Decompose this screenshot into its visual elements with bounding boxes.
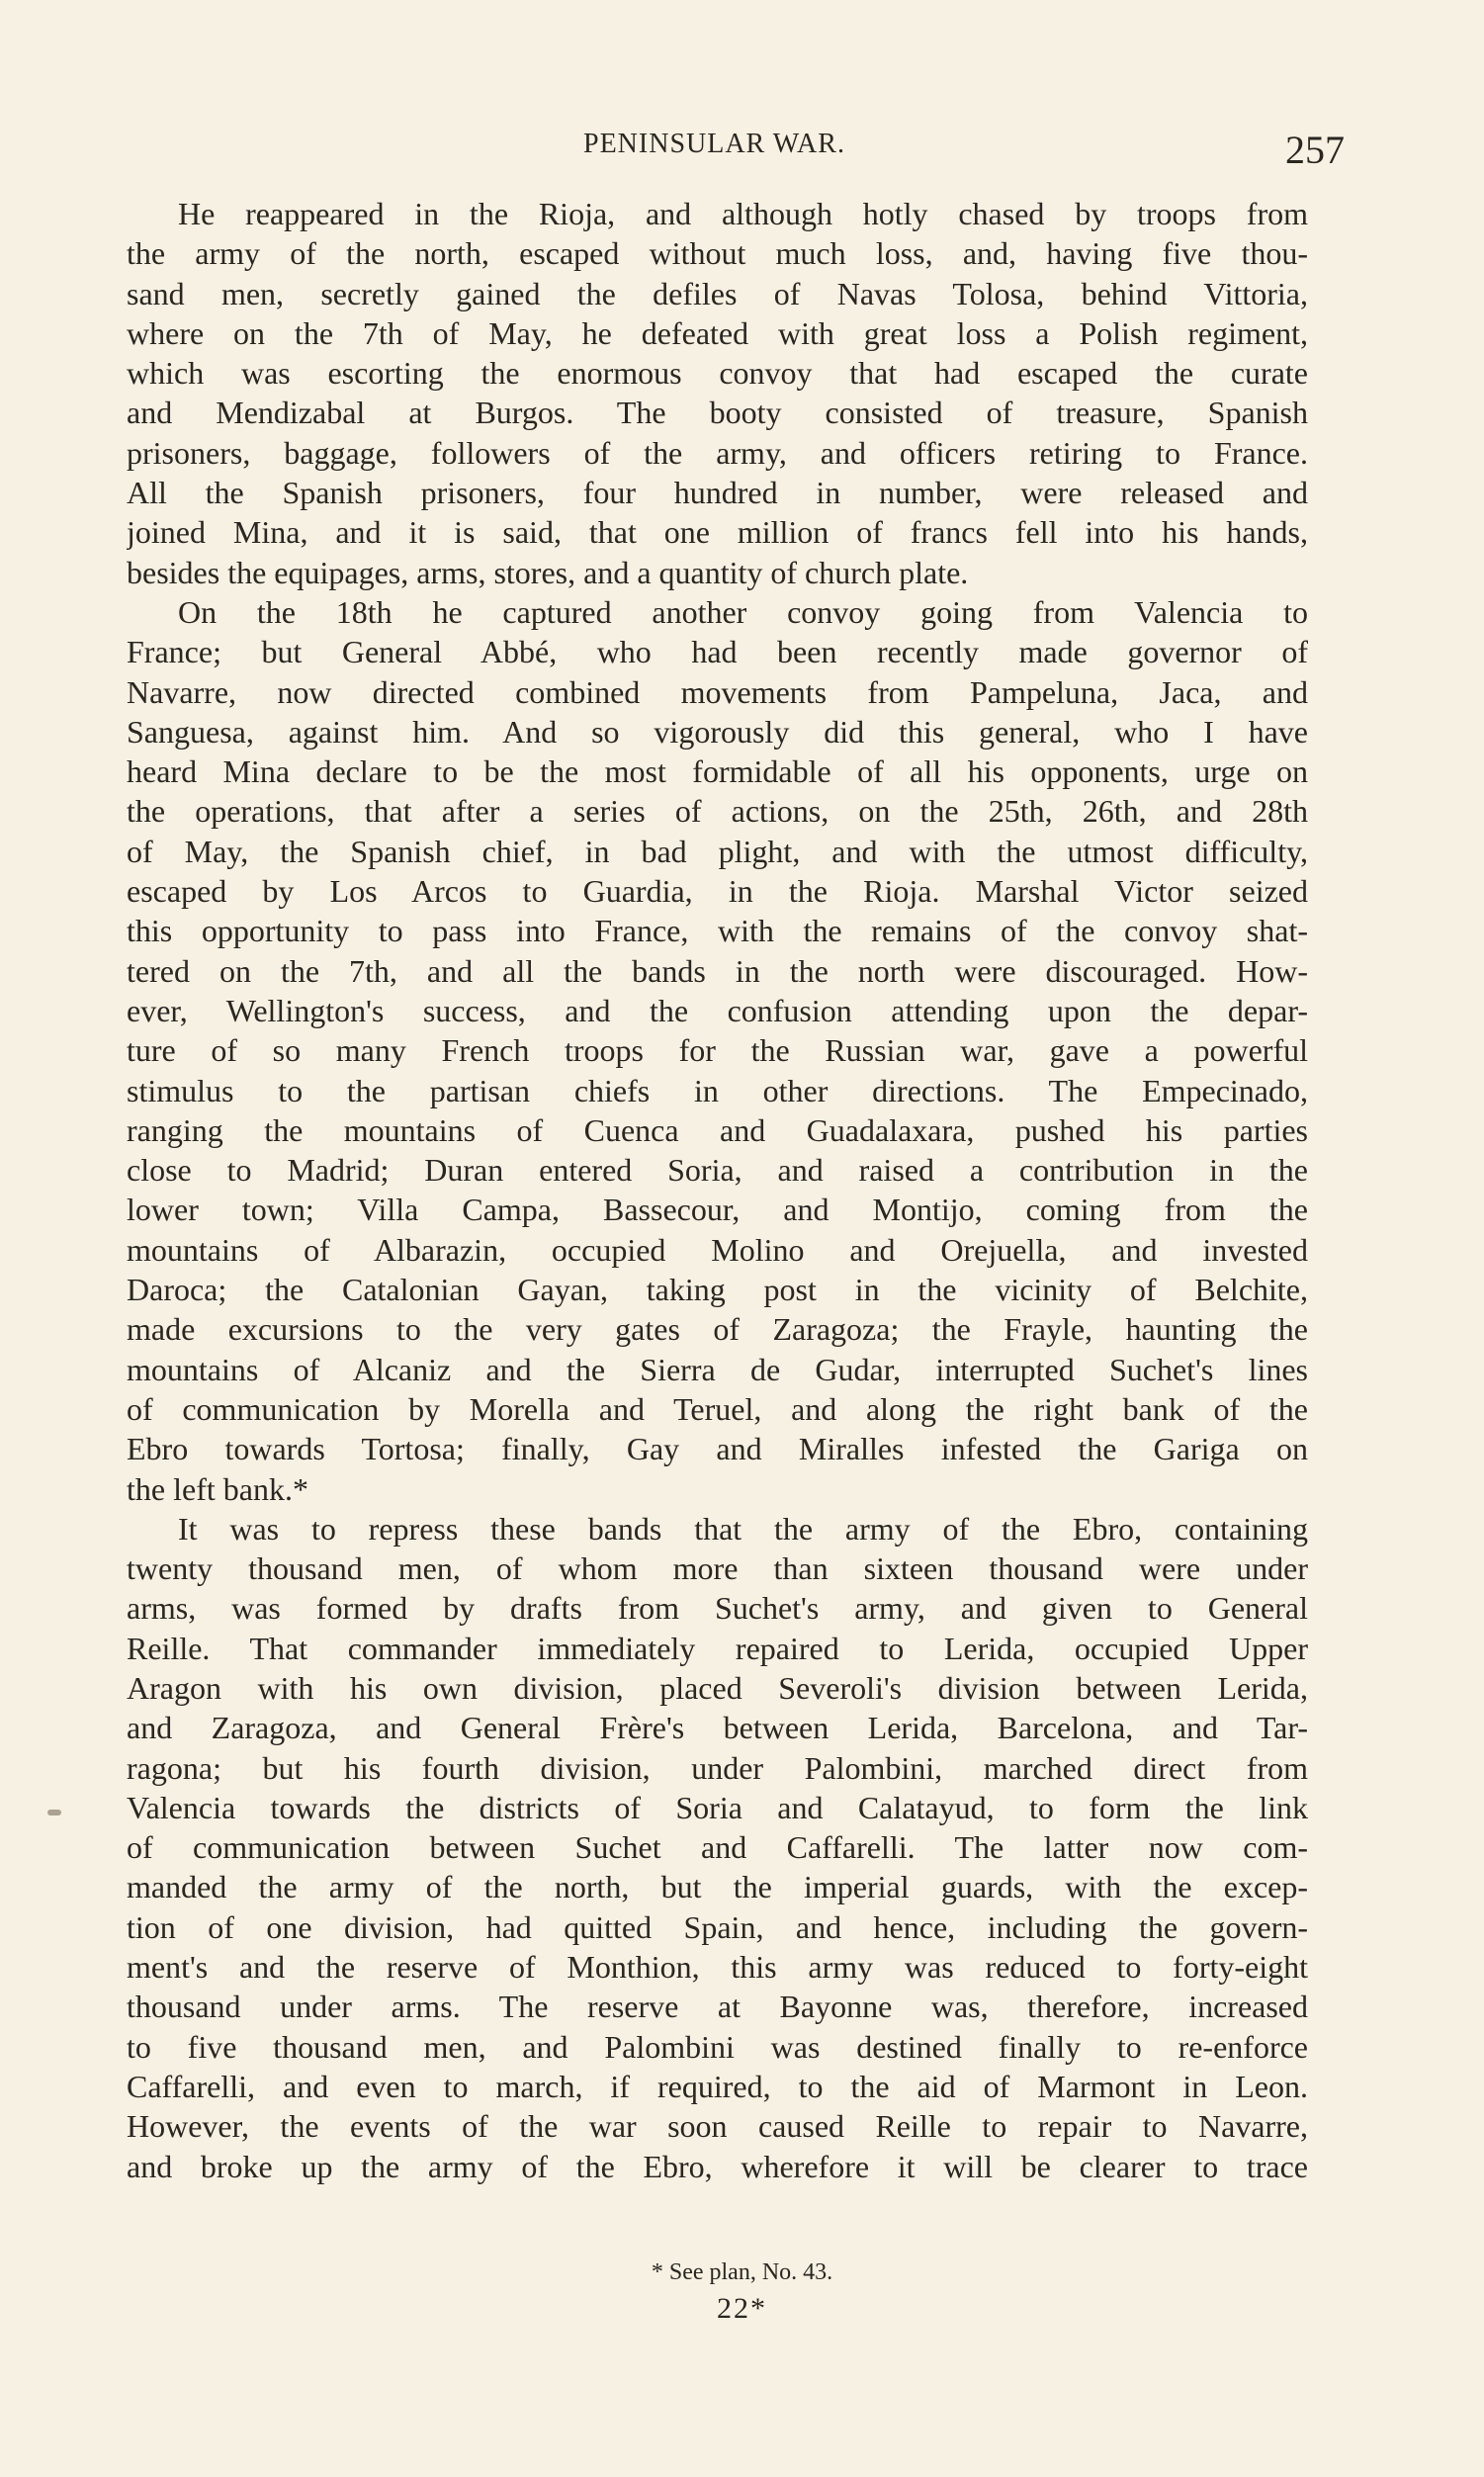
text-line: Caffarelli, and even to march, if required, to the aid of Marmont in Leon.: [127, 2068, 1308, 2104]
text-line: ment's and the reserve of Monthion, this army was reduced to forty-eight: [127, 1949, 1308, 1986]
text-line: besides the equipages, arms, stores, and a quantity of church plate.: [127, 554, 969, 590]
text-line: where on the 7th of May, he defeated with great loss a Polish regiment,: [127, 314, 1308, 351]
footnote: * See plan, No. 43.: [651, 2259, 833, 2285]
text-line: tered on the 7th, and all the bands in the north were discouraged. How-: [127, 952, 1308, 989]
text-line: twenty thousand men, of whom more than sixteen thousand were under: [127, 1550, 1308, 1587]
text-line: to five thousand men, and Palombini was destined finally to re-enforce: [127, 2028, 1308, 2065]
text-line: On the 18th he captured another convoy going from Valencia to: [178, 593, 1308, 630]
text-line: Reille. That commander immediately repaired to Lerida, occupied Upper: [127, 1630, 1308, 1666]
text-line: ever, Wellington's success, and the confusion attending upon the depar-: [127, 992, 1308, 1028]
text-line: the left bank.*: [127, 1470, 308, 1507]
page-header: [0, 119, 1484, 172]
text-line: It was to repress these bands that the army of the Ebro, containing: [178, 1510, 1308, 1547]
text-line: Aragon with his own division, placed Severoli's division between Lerida,: [127, 1669, 1308, 1706]
page-number: 257: [1285, 128, 1345, 172]
text-line: and Mendizabal at Burgos. The booty consisted of treasure, Spanish: [127, 395, 1308, 431]
text-line: the operations, that after a series of actions, on the 25th, 26th, and 28th: [127, 793, 1308, 830]
text-line: Daroca; the Catalonian Gayan, taking post in the vicinity of Belchite,: [127, 1272, 1308, 1308]
text-line: thousand under arms. The reserve at Bayonne was, therefore, increased: [127, 1989, 1308, 2025]
text-line: However, the events of the war soon caused Reille to repair to Navarre,: [127, 2108, 1308, 2145]
text-line: He reappeared in the Rioja, and although hotly chased by troops from: [178, 196, 1308, 231]
text-line: of communication by Morella and Teruel, and along the right bank of the: [127, 1390, 1308, 1427]
text-line: of May, the Spanish chief, in bad plight, and with the utmost difficulty,: [127, 833, 1308, 869]
text-line: ranging the mountains of Cuenca and Guadalaxara, pushed his parties: [127, 1111, 1308, 1148]
text-line: Navarre, now directed combined movements from Pampeluna, Jaca, and: [127, 673, 1308, 710]
text-line: stimulus to the partisan chiefs in other directions. The Empecinado,: [127, 1072, 1308, 1108]
text-line: of communication between Suchet and Caffarelli. The latter now com-: [127, 1829, 1308, 1866]
text-line: escaped by Los Arcos to Guardia, in the Rioja. Marshal Victor seized: [127, 873, 1308, 910]
text-line: Valencia towards the districts of Soria and Calatayud, to form the link: [127, 1789, 1308, 1825]
text-line: sand men, secretly gained the defiles of Navas Tolosa, behind Vittoria,: [127, 275, 1308, 311]
text-line: Sanguesa, against him. And so vigorously did this general, who I have: [127, 713, 1308, 750]
text-line: prisoners, baggage, followers of the army, and officers retiring to France.: [127, 434, 1308, 471]
text-line: tion of one division, had quitted Spain, and hence, including the govern-: [127, 1908, 1308, 1945]
body-text: [127, 194, 1308, 2186]
text-line: joined Mina, and it is said, that one million of francs fell into his hands,: [127, 514, 1308, 551]
text-line: made excursions to the very gates of Zaragoza; the Frayle, haunting the: [127, 1311, 1308, 1348]
signature-mark: 22*: [717, 2292, 767, 2325]
text-line: manded the army of the north, but the imperial guards, with the excep-: [127, 1869, 1308, 1905]
text-line: this opportunity to pass into France, with the remains of the convoy shat-: [127, 913, 1308, 949]
text-line: ture of so many French troops for the Russian war, gave a powerful: [127, 1032, 1308, 1069]
running-head: PENINSULAR WAR.: [583, 129, 845, 159]
text-line: All the Spanish prisoners, four hundred in number, were released and: [127, 475, 1308, 511]
text-line: arms, was formed by drafts from Suchet's army, and given to General: [127, 1590, 1308, 1627]
text-line: which was escorting the enormous convoy that had escaped the curate: [127, 355, 1308, 392]
text-line: mountains of Albarazin, occupied Molino and Orejuella, and invested: [127, 1231, 1308, 1268]
text-line: the army of the north, escaped without much loss, and, having five thou-: [127, 235, 1308, 272]
text-line: Ebro towards Tortosa; finally, Gay and Miralles infested the Gariga on: [127, 1431, 1308, 1467]
margin-mark: [47, 1810, 61, 1815]
text-line: and Zaragoza, and General Frère's between Lerida, Barcelona, and Tar-: [127, 1710, 1308, 1746]
text-line: lower town; Villa Campa, Bassecour, and Montijo, coming from the: [127, 1192, 1308, 1228]
text-line: close to Madrid; Duran entered Soria, and raised a contribution in the: [127, 1152, 1308, 1189]
text-line: ragona; but his fourth division, under Palombini, marched direct from: [127, 1749, 1308, 1786]
text-line: France; but General Abbé, who had been recently made governor of: [127, 634, 1308, 670]
text-line: mountains of Alcaniz and the Sierra de Gudar, interrupted Suchet's lines: [127, 1351, 1308, 1387]
text-line: and broke up the army of the Ebro, wherefore it will be clearer to trace: [127, 2148, 1308, 2184]
text-line: heard Mina declare to be the most formidable of all his opponents, urge on: [127, 753, 1308, 790]
